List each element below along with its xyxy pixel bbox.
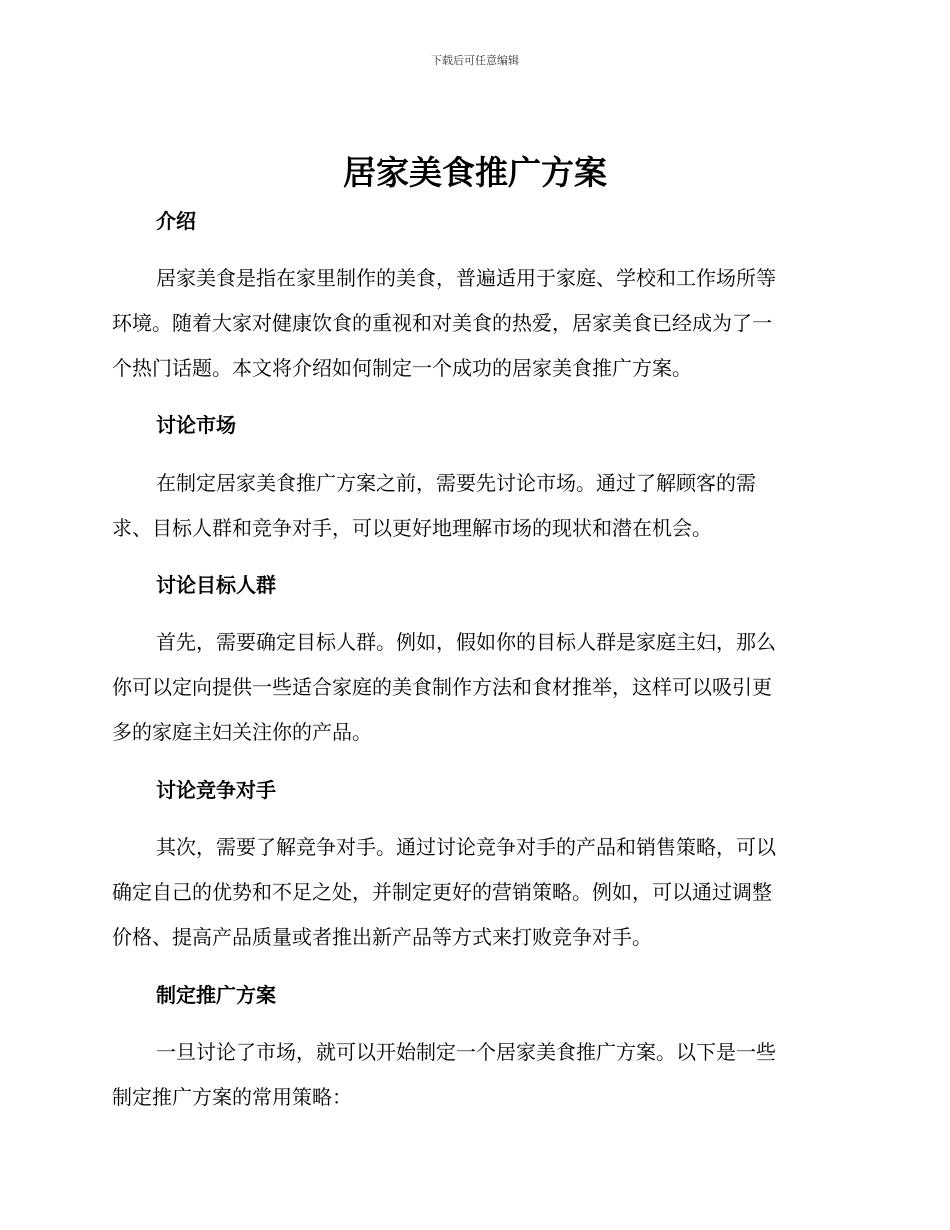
section-heading-competitors: 讨论竞争对手	[156, 778, 276, 802]
paragraph-line: 求、目标人群和竞争对手，可以更好地理解市场的现状和潜在机会。	[112, 516, 712, 540]
paragraph-line: 居家美食是指在家里制作的美食，普遍适用于家庭、学校和工作场所等	[156, 266, 776, 290]
section-heading-target-audience: 讨论目标人群	[156, 573, 276, 597]
paragraph-line: 在制定居家美食推广方案之前，需要先讨论市场。通过了解顾客的需	[156, 471, 756, 495]
paragraph-line: 价格、提高产品质量或者推出新产品等方式来打败竞争对手。	[112, 925, 652, 949]
section-paragraph-market	[112, 461, 834, 551]
paragraph-line: 其次，需要了解竞争对手。通过讨论竞争对手的产品和销售策略，可以	[156, 835, 776, 859]
section-paragraph-promotion-plan	[112, 1030, 834, 1120]
section-paragraph-target-audience	[112, 620, 834, 755]
paragraph-line: 环境。随着大家对健康饮食的重视和对美食的热爱，居家美食已经成为了一	[112, 311, 772, 335]
paragraph-line: 确定自己的优势和不足之处，并制定更好的营销策略。例如，可以通过调整	[112, 880, 772, 904]
section-paragraph-intro	[112, 256, 834, 391]
paragraph-line: 你可以定向提供一些适合家庭的美食制作方法和食材推举，这样可以吸引更	[112, 675, 772, 699]
paragraph-line: 一旦讨论了市场，就可以开始制定一个居家美食推广方案。以下是一些	[156, 1040, 776, 1064]
section-heading-market: 讨论市场	[156, 413, 236, 437]
paragraph-line: 多的家庭主妇关注你的产品。	[112, 720, 372, 744]
paragraph-line: 首先，需要确定目标人群。例如，假如你的目标人群是家庭主妇，那么	[156, 630, 776, 654]
section-heading-promotion-plan: 制定推广方案	[156, 983, 276, 1007]
paragraph-line: 个热门话题。本文将介绍如何制定一个成功的居家美食推广方案。	[112, 356, 692, 380]
document-title: 居家美食推广方案	[343, 153, 607, 192]
section-heading-intro: 介绍	[156, 209, 196, 233]
paragraph-line: 制定推广方案的常用策略：	[112, 1085, 352, 1109]
section-paragraph-competitors	[112, 825, 834, 960]
header-note: 下载后可任意编辑	[431, 54, 519, 67]
